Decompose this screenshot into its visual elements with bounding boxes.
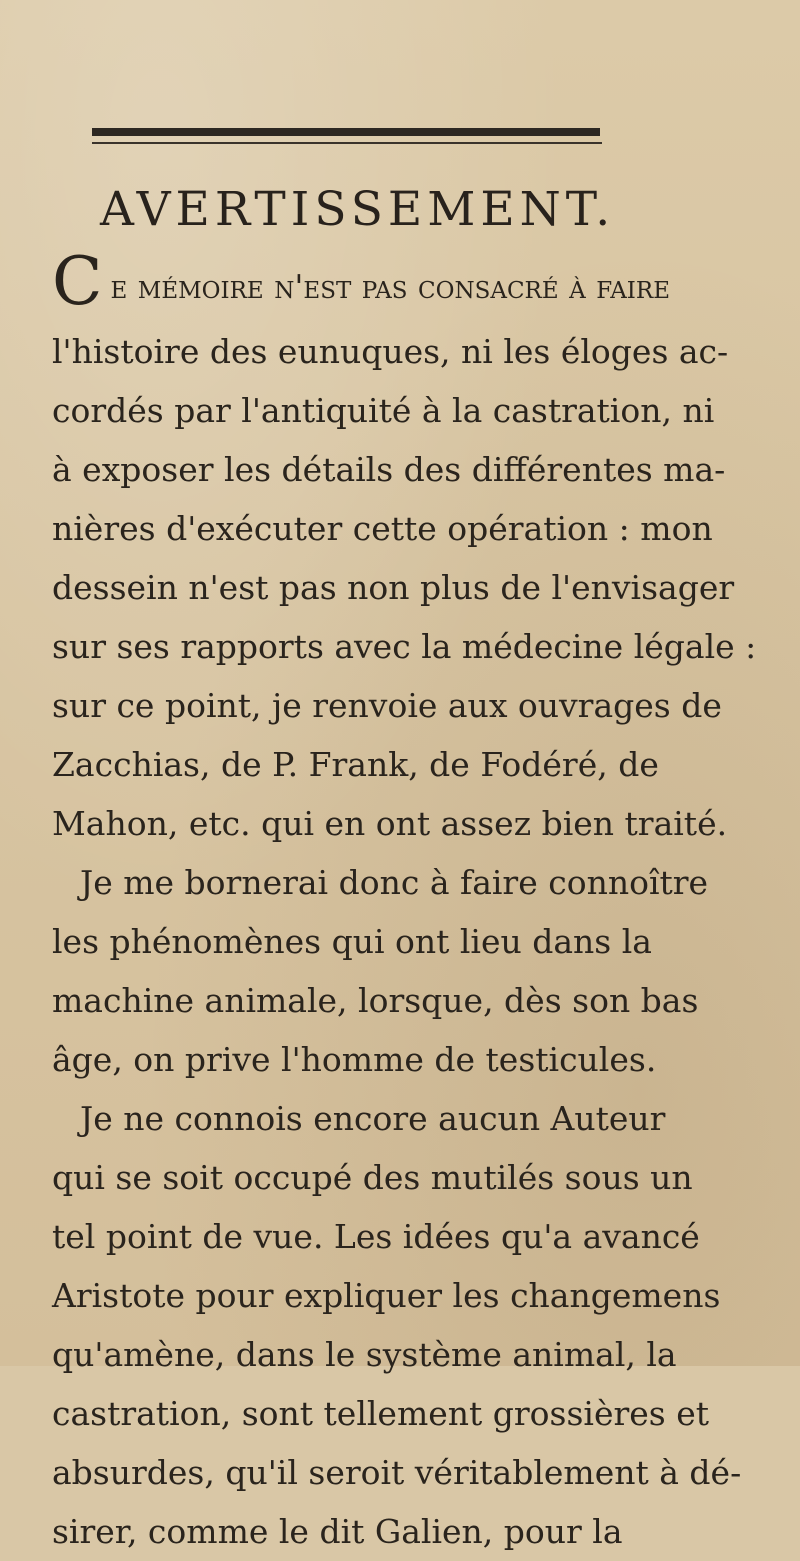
text-line: machine animale, lorsque, dès son bas [52, 981, 699, 1020]
text-line: Zacchias, de P. Frank, de Fodéré, de [52, 745, 659, 784]
text-line: Aristote pour expliquer les changemens [52, 1276, 721, 1315]
text-line: cordés par l'antiquité à la castration, ni [52, 391, 715, 430]
text-line: Je ne connois encore aucun Auteur [80, 1099, 666, 1138]
text-line: sur ses rapports avec la médecine légale : [52, 627, 757, 666]
text-line: qu'amène, dans le système animal, la [52, 1335, 677, 1374]
text-line-rest: e mémoire n'est pas consacré à faire [110, 267, 671, 306]
text-line: sur ce point, je renvoie aux ouvrages de [52, 686, 722, 725]
text-line [52, 243, 772, 322]
text-line: qui se soit occupé des mutilés sous un [52, 1158, 693, 1197]
text-line: l'histoire des eunuques, ni les éloges ac- [52, 332, 729, 371]
text-line: absurdes, qu'il seroit véritablement à dé- [52, 1453, 742, 1492]
text-line: sirer, comme le dit Galien, pour la [52, 1512, 623, 1551]
text-line: Mahon, etc. qui en ont assez bien traité. [52, 804, 728, 843]
body-text [52, 243, 772, 1561]
header-rule-thin [92, 142, 602, 144]
text-line: à exposer les détails des différentes ma- [52, 450, 726, 489]
text-line: castration, sont tellement grossières et [52, 1394, 710, 1433]
text-line: tel point de vue. Les idées qu'a avancé [52, 1217, 700, 1256]
header-rule [92, 128, 600, 136]
text-line: Je me bornerai donc à faire connoître [80, 863, 709, 902]
text-line: nières d'exécuter cette opération : mon [52, 509, 713, 548]
drop-cap: C [52, 243, 103, 320]
text-line: les phénomènes qui ont lieu dans la [52, 922, 652, 961]
text-line: dessein n'est pas non plus de l'envisager [52, 568, 735, 607]
text-line: âge, on prive l'homme de testicules. [52, 1040, 657, 1079]
page-heading: AVERTISSEMENT. [100, 182, 616, 237]
